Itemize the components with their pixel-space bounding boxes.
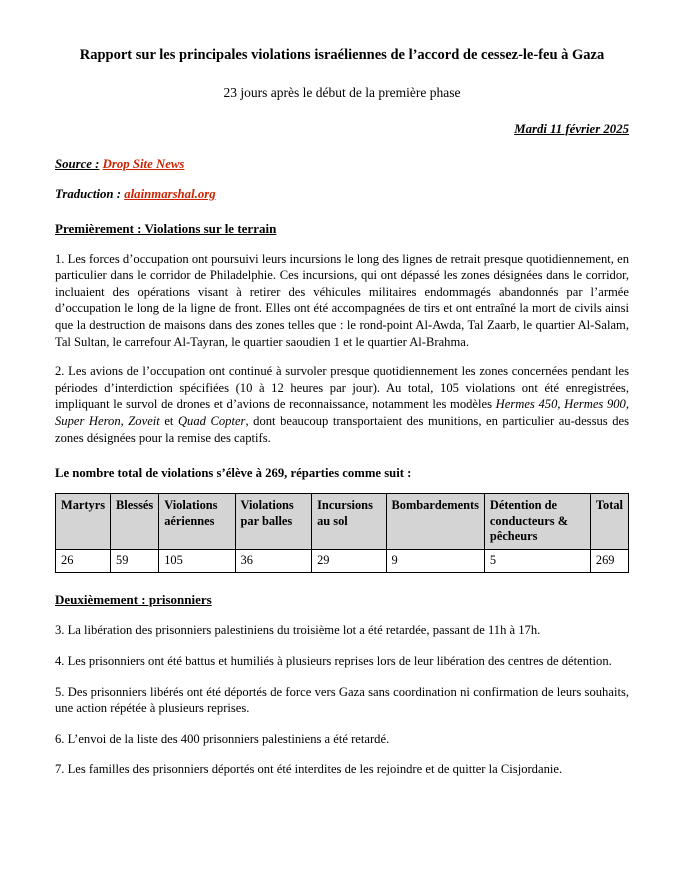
cell-violations-par-balles: 36 (235, 550, 312, 573)
source-link[interactable]: Drop Site News (102, 156, 185, 171)
column-header-blesses: Blessés (111, 494, 159, 550)
section-heading-two: Deuxièmement : prisonniers (55, 592, 212, 608)
list-item: 3. La libération des prisonniers palestiniens du troisième lot a été retardée, passant de 11h à 17h. (55, 623, 541, 638)
paragraph-2-text-b: , dont beaucoup transportaient des munitions, en particulier au-dessus des zones désignées pour la remise des captifs. (55, 414, 629, 445)
table-row (56, 550, 629, 573)
page-title: Rapport sur les principales violations israéliennes de l’accord de cessez-le-feu à Gaza (79, 47, 605, 63)
source-line (55, 157, 629, 172)
column-header-violations-par-balles: Violations par balles (235, 494, 312, 550)
list-item: 6. L’envoi de la liste des 400 prisonniers palestiniens a été retardé. (55, 731, 390, 746)
translation-link[interactable]: alainmarshal.org (124, 186, 216, 201)
column-header-detention: Détention de conducteurs & pêcheurs (484, 494, 590, 550)
paragraph-2-conjunction: et (159, 414, 178, 429)
list-item: 7. Les familles des prisonniers déportés ont été interdites de les rejoindre et de quitter la Cisjordanie. (55, 762, 563, 777)
cell-total: 269 (590, 550, 628, 573)
section-heading-one: Premièrement : Violations sur le terrain (55, 220, 277, 236)
list-item: 4. Les prisonniers ont été battus et humiliés à plusieurs reprises lors de leur libération des centres de détention. (55, 654, 612, 668)
paragraph-1: 1. Les forces d’occupation ont poursuivi leurs incursions le long des lignes de retrait presque quotidiennement, en particulier dans le corridor de Philadelphie. Ces incursions, qui ont dépassé les zones désignées dans le corridor, incluaient des opérations visant à retirer des véhicules militaires endommagés abandonnés par l’armée d’occupation le long de la ligne de front. Elles ont été accompagnées de tirs et ont entraîné la mort de civils ainsi que la destruction de maisons dans des zones telles que : le rond-point Al-Awda, Tal Zaarb, le quartier Al-Salam, Tal Sultan, le carrefour Al-Tayran, le quartier saoudien 1 et le quartier Al-Brahma. (55, 251, 629, 349)
translation-line (55, 187, 629, 202)
document-subtitle: 23 jours après le début de la première phase (223, 84, 461, 100)
violations-total-line: Le nombre total de violations s’élève à 269, réparties comme suit : (55, 466, 412, 481)
paragraph-2-text-a: 2. Les avions de l’occupation ont continué à survoler presque quotidiennement les zones concernées pendant les périodes d’interdiction spécifiées (10 à 12 heures par jour). Au total, 105 violations ont été enregistrées, impliquant le survol de drones et d’avions de reconnaissance, notamment les modèles (55, 364, 629, 412)
cell-violations-aeriennes: 105 (159, 550, 235, 573)
cell-bombardements: 9 (386, 550, 484, 573)
document-date: Mardi 11 février 2025 (514, 121, 629, 136)
paragraph-2-models-b: Quad Copter (177, 414, 246, 429)
list-item: 5. Des prisonniers libérés ont été déportés de force vers Gaza sans coordination ni confirmation de leurs souhaits, une action répétée à plusieurs reprises. (55, 684, 629, 716)
translation-label: Traduction : (55, 186, 122, 201)
cell-blesses: 59 (111, 550, 159, 573)
cell-detention: 5 (484, 550, 590, 573)
column-header-total: Total (590, 494, 628, 550)
column-header-incursions-au-sol: Incursions au sol (312, 494, 386, 550)
column-header-martyrs: Martyrs (56, 494, 111, 550)
table-header-row (56, 494, 629, 550)
violations-table (55, 493, 629, 573)
cell-martyrs: 26 (56, 550, 111, 573)
source-label: Source : (55, 156, 100, 171)
column-header-bombardements: Bombardements (386, 494, 484, 550)
cell-incursions-au-sol: 29 (312, 550, 386, 573)
paragraph-2 (55, 363, 629, 446)
column-header-violations-aeriennes: Violations aériennes (159, 494, 235, 550)
paragraph-2-models-a: Hermes 450, Hermes 900, Super Heron, Zoveit (55, 397, 630, 429)
